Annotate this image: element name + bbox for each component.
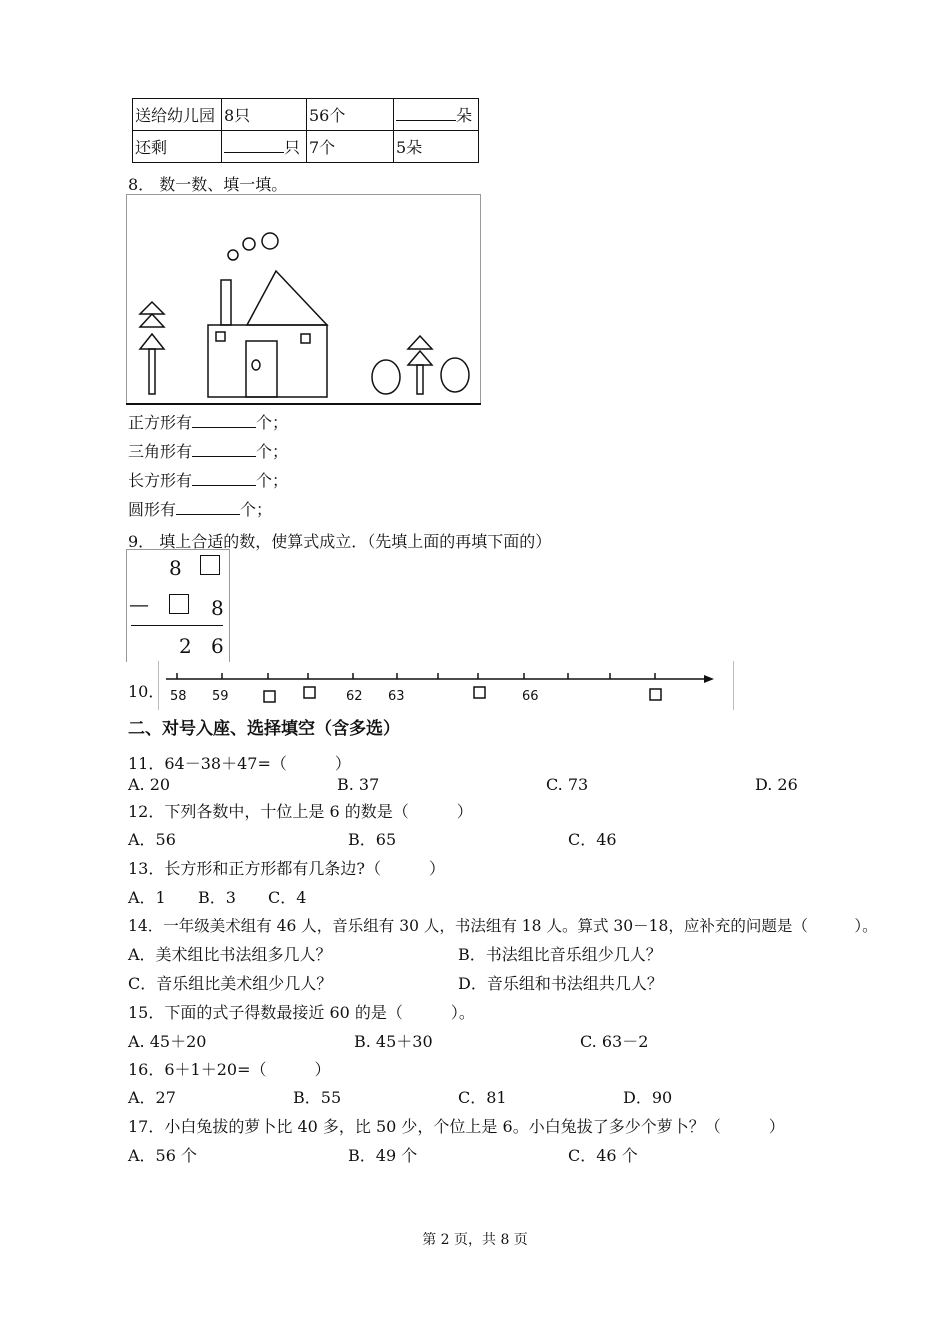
question-9-title: 9． 填上合适的数，使算式成立．（先填上面的再填下面的）: [128, 532, 552, 551]
option-c[interactable]: C．4: [268, 888, 307, 907]
question-8-title: 8． 数一数、填一填。: [128, 175, 288, 194]
table-cell: 还剩: [133, 131, 222, 163]
tick-label: 62: [346, 689, 363, 704]
option-c[interactable]: C．46: [568, 830, 617, 849]
blank-box[interactable]: [304, 687, 315, 698]
result-ones-digit: 6: [211, 634, 224, 658]
fill-label: 正方形有: [128, 413, 193, 432]
option-c[interactable]: C．46 个: [568, 1146, 638, 1165]
unit-label: 朵: [456, 106, 473, 125]
shapes-picture: [126, 194, 482, 408]
option-c[interactable]: C. 63－2: [580, 1032, 649, 1051]
tick-label: 59: [212, 689, 229, 704]
table-cell: 8只: [222, 99, 307, 131]
answer-blank[interactable]: [192, 442, 256, 457]
fill-row: [128, 497, 272, 520]
question-12: 12．下列各数中，十位上是 6 的数是（ ）: [128, 802, 473, 821]
blank-box[interactable]: [264, 691, 275, 702]
question-10-number: 10．: [128, 682, 165, 701]
table-row: [133, 99, 479, 131]
fill-row: [128, 468, 288, 491]
option-b[interactable]: B. 37: [337, 775, 380, 794]
blank-box[interactable]: [169, 594, 189, 614]
page-footer: 第 2 页，共 8 页: [422, 1232, 528, 1248]
table-cell: 7个: [307, 131, 394, 163]
option-d[interactable]: D. 26: [755, 775, 798, 794]
section-heading: 二、对号入座、选择填空（含多选）: [128, 719, 400, 739]
option-a[interactable]: A．27: [128, 1088, 176, 1107]
option-c[interactable]: C．音乐组比美术组少几人？: [128, 974, 333, 993]
tick-label: 66: [522, 689, 539, 704]
subtraction-puzzle: [126, 549, 230, 662]
option-c[interactable]: C. 73: [546, 775, 589, 794]
option-b[interactable]: B．3: [198, 888, 236, 907]
option-d[interactable]: D．90: [623, 1088, 673, 1107]
table-row: [133, 131, 479, 163]
question-16: 16．6＋1＋20=（ ）: [128, 1060, 331, 1079]
fill-unit: 个；: [256, 442, 289, 461]
option-a[interactable]: A．美术组比书法组多几人？: [128, 945, 332, 964]
top-tens-digit: 8: [169, 556, 182, 580]
minus-sign: —: [129, 592, 149, 616]
unit-label: 只: [284, 138, 301, 157]
result-tens-digit: 2: [179, 634, 192, 658]
fill-label: 圆形有: [128, 500, 177, 519]
option-b[interactable]: B．49 个: [348, 1146, 418, 1165]
table-cell: 56个: [307, 99, 394, 131]
fill-row: [128, 439, 288, 462]
option-b[interactable]: B．55: [293, 1088, 342, 1107]
tick-label: 58: [170, 689, 187, 704]
table-cell: 5朵: [394, 131, 479, 163]
option-a[interactable]: A．1: [128, 888, 166, 907]
table-cell[interactable]: [222, 131, 307, 163]
result-line: [131, 625, 223, 626]
blank-box[interactable]: [650, 689, 661, 700]
fill-label: 三角形有: [128, 442, 193, 461]
option-b[interactable]: B．书法组比音乐组少几人？: [458, 945, 662, 964]
number-line: [158, 661, 734, 710]
answer-blank[interactable]: [192, 413, 256, 428]
blank-box[interactable]: [474, 687, 485, 698]
table-cell: 送给幼儿园: [133, 99, 222, 131]
question-14: 14．一年级美术组有 46 人，音乐组有 30 人，书法组有 18 人。算式 30－18，应补充的问题是（ ）。: [128, 917, 878, 935]
second-ones-digit: 8: [211, 596, 224, 620]
option-a[interactable]: A．56: [128, 830, 176, 849]
answer-blank[interactable]: [192, 471, 256, 486]
blank-box[interactable]: [200, 555, 220, 575]
option-a[interactable]: A. 45＋20: [128, 1032, 207, 1051]
table-cell[interactable]: [394, 99, 479, 131]
fill-unit: 个；: [256, 471, 289, 490]
answer-blank[interactable]: [176, 500, 240, 515]
option-b[interactable]: B．65: [348, 830, 397, 849]
option-a[interactable]: A．56 个: [128, 1146, 198, 1165]
option-c[interactable]: C．81: [458, 1088, 507, 1107]
question-11: 11．64－38＋47=（ ）: [128, 754, 351, 773]
fill-label: 长方形有: [128, 471, 193, 490]
question-13: 13．长方形和正方形都有几条边?（ ）: [128, 859, 445, 878]
fill-unit: 个；: [240, 500, 273, 519]
answer-table: [132, 98, 479, 163]
question-17: 17．小白兔拔的萝卜比 40 多，比 50 少，个位上是 6。小白兔拔了多少个萝卜？（ ）: [128, 1117, 785, 1136]
question-15: 15．下面的式子得数最接近 60 的是（ ）。: [128, 1003, 475, 1022]
option-d[interactable]: D．音乐组和书法组共几人？: [458, 974, 663, 993]
fill-row: [128, 410, 288, 433]
fill-unit: 个；: [256, 413, 289, 432]
option-b[interactable]: B. 45＋30: [354, 1032, 433, 1051]
option-a[interactable]: A. 20: [128, 775, 171, 794]
tick-label: 63: [388, 689, 405, 704]
